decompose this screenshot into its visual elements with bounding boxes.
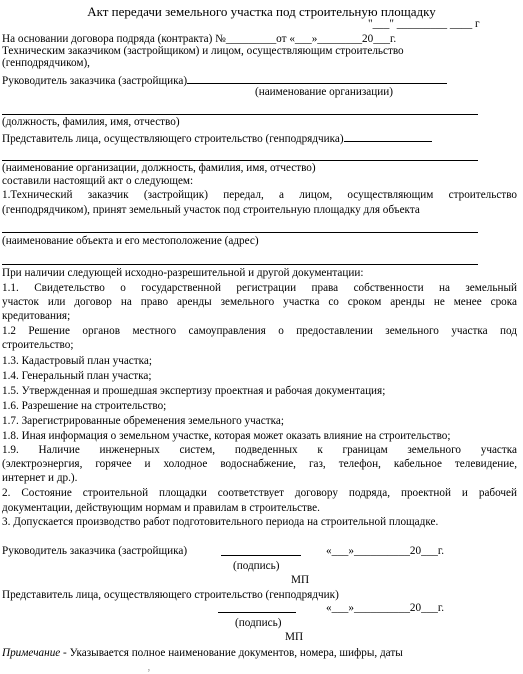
doc-1-5: 1.5. Утвержденная и прошедшая экспертизу проектная и рабочая документация; — [2, 385, 386, 397]
customer-signature-caption: (подпись) — [233, 560, 280, 572]
blank-line — [2, 264, 478, 265]
contractor-rep-label — [2, 131, 432, 146]
note-label: Примечание - — [2, 647, 67, 659]
contractor-rep-blank — [344, 131, 432, 142]
para-1-line-2: (генподрядчиком), принят земельный участок под строительную площадку для объекта — [2, 204, 420, 216]
doc-1-1-line-3: кредитования; — [2, 310, 71, 322]
para-2-line-2: документации, действующим нормам и правилам в строительстве. — [2, 502, 320, 514]
customer-stamp: МП — [291, 574, 310, 586]
doc-1-1-line-1: 1.1. Свидетельство о государственной регистрации права собственности на земельный — [2, 282, 517, 294]
doc-1-8: 1.8. Иная информация о земельном участке, которая может оказать влияние на строительство; — [2, 430, 451, 442]
para-1-line-1: 1.Технический заказчик (застройщик) передал, а лицом, осуществляющим строительство — [2, 189, 517, 201]
doc-1-4: 1.4. Генеральный план участка; — [2, 370, 152, 382]
blank-line — [2, 114, 478, 115]
blank-line — [2, 232, 478, 233]
document-title: Акт передачи земельного участка под строительную площадку — [87, 4, 436, 19]
doc-1-7: 1.7. Зарегистрированные обременения земельного участка; — [2, 415, 284, 427]
para-3: 3. Допускается производство работ подготовительного периода на строительной площадке. — [2, 516, 439, 528]
doc-1-3: 1.3. Кадастровый план участка; — [2, 355, 152, 367]
docs-intro: При наличии следующей исходно-разрешительной и другой документации: — [2, 267, 364, 279]
org-name-caption: (наименование организации) — [255, 86, 393, 98]
basis-line-3: (генподрядчиком), — [2, 57, 90, 69]
basis-line: На основании договора подряда (контракта) №_________от «___»________20___г. — [2, 33, 397, 45]
note-cut: , — [2, 661, 151, 673]
customer-sign-date: «___»__________20___г. — [326, 545, 444, 557]
doc-1-6: 1.6. Разрешение на строительство; — [2, 400, 167, 412]
basis-line-2: Техническим заказчиком (застройщиком) и лицом, осуществляющим строительство — [2, 45, 404, 57]
doc-1-9-line-2: (электроэнергия, горячее и холодное водоснабжение, газ, телефон, кабельное телевидение, — [2, 458, 517, 470]
customer-head-text: Руководитель заказчика (застройщика) — [2, 75, 188, 87]
contractor-stamp: МП — [285, 631, 304, 643]
doc-1-2-line-2: строительство; — [2, 339, 74, 351]
doc-1-2-line-1: 1.2 Решение органов местного самоуправления о предоставлении земельного участка под — [2, 325, 517, 337]
document-date: "___" _________ ____ г — [368, 18, 480, 30]
customer-signature-blank — [221, 545, 301, 556]
object-caption: (наименование объекта и его местоположение (адрес) — [2, 235, 259, 247]
doc-1-9-line-1: 1.9. Наличие инженерных систем, подведенных к границам земельного участка — [2, 444, 517, 456]
contractor-signature-blank — [218, 602, 296, 613]
doc-1-9-line-3: интернет и др.). — [2, 472, 78, 484]
contractor-rep-text: Представитель лица, осуществляющего строительство (генподрядчика) — [2, 133, 344, 145]
doc-1-1-line-2: участок или договор на право аренды земельного участка со сроком аренды не менее срока — [2, 296, 517, 308]
note-line — [2, 647, 403, 660]
composed-line: составили настоящий акт о следующем: — [2, 175, 194, 187]
contractor-signature-caption: (подпись) — [235, 617, 282, 629]
sign-customer-label: Руководитель заказчика (застройщика) — [2, 545, 188, 557]
note-text: Указывается полное наименование документов, номера, шифры, даты — [66, 647, 403, 659]
blank-line — [2, 160, 478, 161]
org-fio-caption: (наименование организации, должность, фамилия, имя, отчество) — [2, 162, 316, 174]
position-caption: (должность, фамилия, имя, отчество) — [2, 116, 180, 128]
contractor-sign-date: «___»__________20___г. — [326, 602, 444, 614]
customer-org-blank — [187, 73, 447, 84]
para-2-line-1: 2. Состояние строительной площадки соответствует договору подряда, проектной и рабочей — [2, 487, 517, 499]
sign-contractor-label: Представитель лица, осуществляющего строительство (генподрядчик) — [2, 589, 339, 601]
